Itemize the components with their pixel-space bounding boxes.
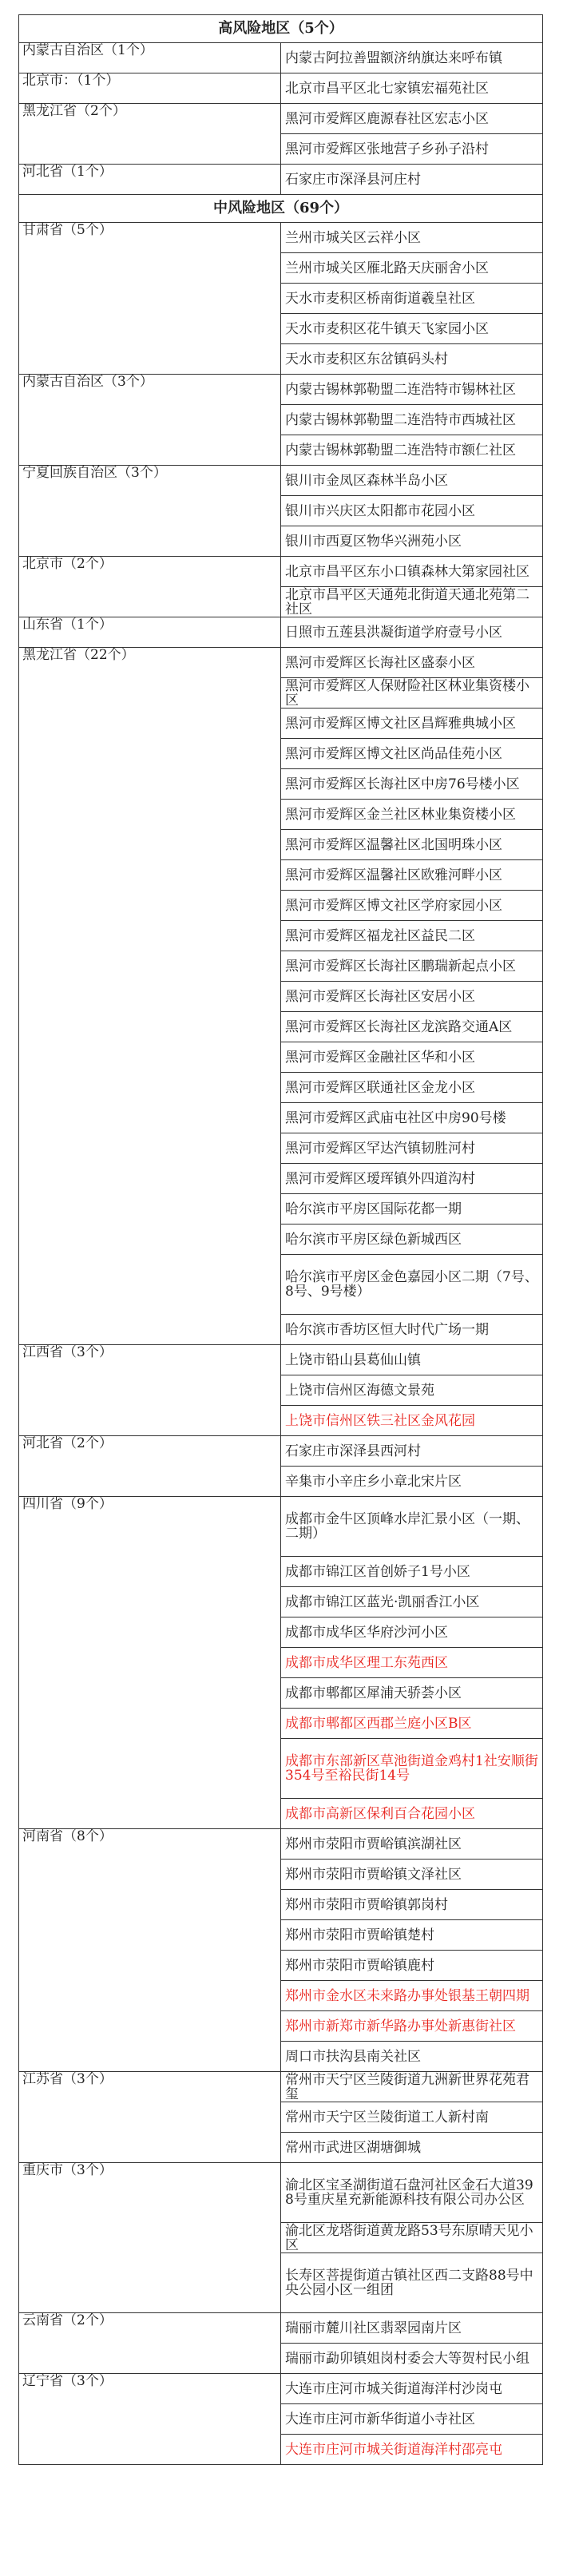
location-cell: 石家庄市深泽县河庄村: [281, 165, 543, 195]
location-cell: 黑河市爱辉区金兰社区林业集资楼小区: [281, 800, 543, 830]
location-cell: 瑞丽市勐卯镇姐岗村委会大等贺村民小组: [281, 2344, 543, 2374]
location-cell: 郑州市荥阳市贾峪镇文泽社区: [281, 1860, 543, 1890]
section-header-row: [19, 15, 543, 43]
location-cell: 成都市成华区华府沙河小区: [281, 1617, 543, 1648]
table-row: [19, 375, 543, 405]
location-cell: 黑河市爱辉区人保财险社区林业集资楼小区: [281, 678, 543, 708]
location-cell: 瑞丽市麓川社区翡翠园南片区: [281, 2313, 543, 2344]
table-row: [19, 43, 543, 73]
province-cell: 河北省（2个）: [19, 1436, 281, 1497]
location-cell: 石家庄市深泽县西河村: [281, 1436, 543, 1467]
province-cell: 江苏省（3个）: [19, 2072, 281, 2163]
province-cell: 宁夏回族自治区（3个）: [19, 466, 281, 557]
location-cell: 常州市天宁区兰陵街道工人新村南: [281, 2102, 543, 2133]
table-row: [19, 2313, 543, 2344]
location-cell: 大连市庄河市城关街道海洋村沙岗屯: [281, 2374, 543, 2404]
location-cell: 内蒙古锡林郭勒盟二连浩特市额仁社区: [281, 435, 543, 466]
province-cell: 黑龙江省（2个）: [19, 104, 281, 165]
table-row: [19, 466, 543, 496]
location-cell: 成都市成华区理工东苑西区: [281, 1648, 543, 1678]
province-cell: 重庆市（3个）: [19, 2163, 281, 2313]
risk-area-table: [18, 14, 543, 2465]
location-cell: 内蒙古锡林郭勒盟二连浩特市锡林社区: [281, 375, 543, 405]
location-cell: 黑河市爱辉区长海社区鹏瑞新起点小区: [281, 951, 543, 982]
location-cell: 常州市武进区湖塘御城: [281, 2133, 543, 2163]
province-cell: 内蒙古自治区（3个）: [19, 375, 281, 466]
table-row: [19, 557, 543, 587]
location-cell: 日照市五莲县洪凝街道学府壹号小区: [281, 617, 543, 648]
province-cell: 辽宁省（3个）: [19, 2374, 281, 2465]
province-cell: 北京市：（1个）: [19, 73, 281, 104]
location-cell: 成都市郫都区犀浦天骄荟小区: [281, 1678, 543, 1709]
location-cell: 黑河市爱辉区瑷珲镇外四道沟村: [281, 1164, 543, 1194]
location-cell: 黑河市爱辉区鹿源春社区宏志小区: [281, 104, 543, 134]
location-cell: 银川市西夏区物华兴洲苑小区: [281, 526, 543, 557]
province-cell: 云南省（2个）: [19, 2313, 281, 2374]
location-cell: 黑河市爱辉区温馨社区欧雅河畔小区: [281, 860, 543, 891]
location-cell: 天水市麦积区东岔镇码头村: [281, 344, 543, 375]
location-cell: 内蒙古锡林郭勒盟二连浩特市西城社区: [281, 405, 543, 435]
risk-area-table-body: [19, 15, 543, 2465]
section-title: 中风险地区（69个）: [19, 195, 543, 223]
location-cell: 黑河市爱辉区福龙社区益民二区: [281, 921, 543, 951]
location-cell: 哈尔滨市平房区国际花都一期: [281, 1194, 543, 1224]
province-cell: 河北省（1个）: [19, 165, 281, 195]
location-cell: 成都市东部新区草池街道金鸡村1社安顺街354号至裕民街14号: [281, 1739, 543, 1799]
location-cell: 内蒙古阿拉善盟额济纳旗达来呼布镇: [281, 43, 543, 73]
location-cell: 渝北区龙塔街道黄龙路53号东原晴天见小区: [281, 2223, 543, 2253]
location-cell: 北京市昌平区北七家镇宏福苑社区: [281, 73, 543, 104]
location-cell: 黑河市爱辉区武庙屯社区中房90号楼: [281, 1103, 543, 1133]
location-cell: 黑河市爱辉区张地营子乡孙子沿村: [281, 134, 543, 165]
location-cell: 郑州市金水区未来路办事处银基王朝四期: [281, 1981, 543, 2011]
table-row: [19, 2163, 543, 2223]
location-cell: 哈尔滨市平房区金色嘉园小区二期（7号、8号、9号楼）: [281, 1255, 543, 1315]
location-cell: 银川市金凤区森林半岛小区: [281, 466, 543, 496]
location-cell: 黑河市爱辉区长海社区盛泰小区: [281, 648, 543, 678]
location-cell: 黑河市爱辉区博文社区尚品佳苑小区: [281, 739, 543, 769]
table-row: [19, 73, 543, 104]
location-cell: 辛集市小辛庄乡小章北宋片区: [281, 1467, 543, 1497]
table-row: [19, 223, 543, 253]
location-cell: 郑州市荥阳市贾峪镇滨湖社区: [281, 1829, 543, 1860]
location-cell: 天水市麦积区桥南街道羲皇社区: [281, 284, 543, 314]
location-cell: 兰州市城关区雁北路天庆丽舍小区: [281, 253, 543, 284]
province-cell: 江西省（3个）: [19, 1345, 281, 1436]
location-cell: 黑河市爱辉区长海社区龙滨路交通A区: [281, 1012, 543, 1042]
location-cell: 天水市麦积区花牛镇天飞家园小区: [281, 314, 543, 344]
location-cell: 郑州市荥阳市贾峪镇郭岗村: [281, 1890, 543, 1920]
location-cell: 大连市庄河市新华街道小寺社区: [281, 2404, 543, 2435]
location-cell: 上饶市信州区铁三社区金风花园: [281, 1406, 543, 1436]
location-cell: 北京市昌平区天通苑北街道天通北苑第二社区: [281, 587, 543, 617]
province-cell: 内蒙古自治区（1个）: [19, 43, 281, 73]
province-cell: 四川省（9个）: [19, 1497, 281, 1829]
table-row: [19, 104, 543, 134]
location-cell: 黑河市爱辉区长海社区安居小区: [281, 982, 543, 1012]
location-cell: 黑河市爱辉区罕达汽镇韧胜河村: [281, 1133, 543, 1164]
location-cell: 成都市高新区保利百合花园小区: [281, 1799, 543, 1829]
location-cell: 黑河市爱辉区温馨社区北国明珠小区: [281, 830, 543, 860]
table-row: [19, 1497, 543, 1557]
section-header-row: [19, 195, 543, 223]
table-row: [19, 2072, 543, 2102]
location-cell: 大连市庄河市城关街道海洋村邵亮屯: [281, 2435, 543, 2465]
location-cell: 成都市金牛区顶峰水岸汇景小区（一期、二期）: [281, 1497, 543, 1557]
table-row: [19, 2374, 543, 2404]
location-cell: 银川市兴庆区太阳都市花园小区: [281, 496, 543, 526]
risk-area-document: [18, 14, 543, 2465]
table-row: [19, 1829, 543, 1860]
location-cell: 周口市扶沟县南关社区: [281, 2042, 543, 2072]
location-cell: 上饶市铅山县葛仙山镇: [281, 1345, 543, 1375]
location-cell: 哈尔滨市香坊区恒大时代广场一期: [281, 1315, 543, 1345]
table-row: [19, 1436, 543, 1467]
table-row: [19, 165, 543, 195]
province-cell: 河南省（8个）: [19, 1829, 281, 2072]
table-row: [19, 648, 543, 678]
location-cell: 黑河市爱辉区金融社区华和小区: [281, 1042, 543, 1073]
location-cell: 成都市锦江区蓝光·凯丽香江小区: [281, 1587, 543, 1617]
location-cell: 北京市昌平区东小口镇森林大第家园社区: [281, 557, 543, 587]
location-cell: 渝北区宝圣湖街道石盘河社区金石大道398号重庆星充新能源科技有限公司办公区: [281, 2163, 543, 2223]
location-cell: 成都市郫都区西郡兰庭小区B区: [281, 1709, 543, 1739]
location-cell: 常州市天宁区兰陵街道九洲新世界花苑君玺: [281, 2072, 543, 2102]
location-cell: 黑河市爱辉区联通社区金龙小区: [281, 1073, 543, 1103]
location-cell: 上饶市信州区海德文景苑: [281, 1375, 543, 1406]
section-title: 高风险地区（5个）: [19, 15, 543, 43]
location-cell: 黑河市爱辉区博文社区昌辉雅典城小区: [281, 708, 543, 739]
province-cell: 黑龙江省（22个）: [19, 648, 281, 1345]
province-cell: 北京市（2个）: [19, 557, 281, 617]
location-cell: 黑河市爱辉区博文社区学府家园小区: [281, 891, 543, 921]
province-cell: 甘肃省（5个）: [19, 223, 281, 375]
province-cell: 山东省（1个）: [19, 617, 281, 648]
location-cell: 哈尔滨市平房区绿色新城西区: [281, 1224, 543, 1255]
table-row: [19, 1345, 543, 1375]
location-cell: 郑州市荥阳市贾峪镇鹿村: [281, 1951, 543, 1981]
location-cell: 黑河市爱辉区长海社区中房76号楼小区: [281, 769, 543, 800]
location-cell: 兰州市城关区云祥小区: [281, 223, 543, 253]
location-cell: 郑州市新郑市新华路办事处新惠街社区: [281, 2011, 543, 2042]
location-cell: 长寿区菩提街道古镇社区西二支路88号中央公园小区一组团: [281, 2253, 543, 2313]
table-row: [19, 617, 543, 648]
location-cell: 郑州市荥阳市贾峪镇楚村: [281, 1920, 543, 1951]
location-cell: 成都市锦江区首创娇子1号小区: [281, 1557, 543, 1587]
